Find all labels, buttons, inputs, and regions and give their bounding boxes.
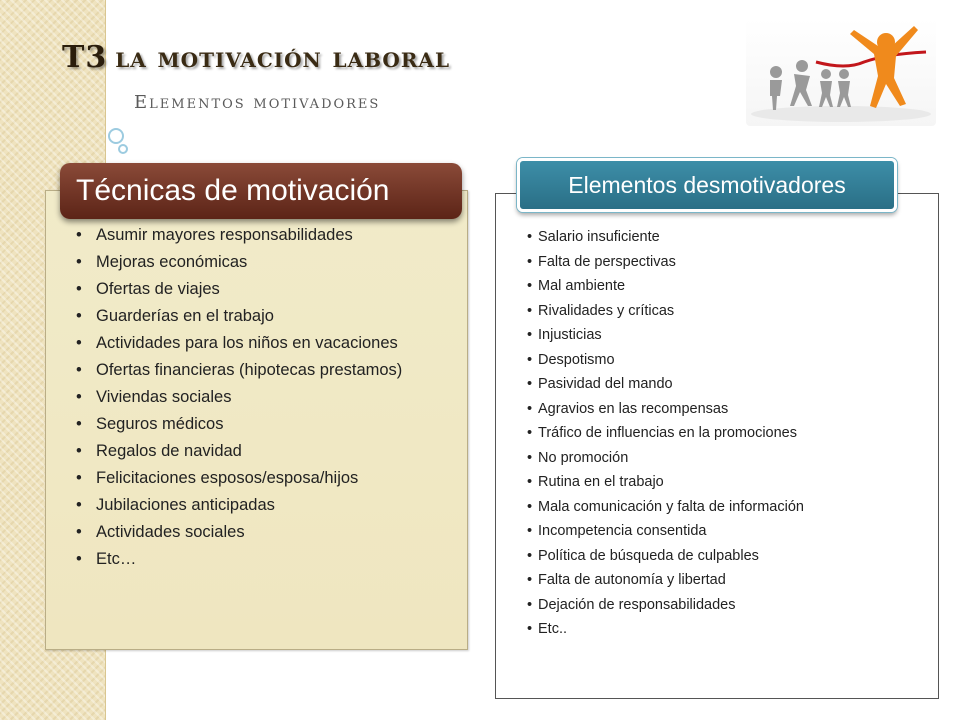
list-item: • Actividades para los niños en vacaciones xyxy=(74,334,460,353)
list-item: • Rutina en el trabajo xyxy=(527,473,932,491)
list-item: • Felicitaciones esposos/esposa/hijos xyxy=(74,469,460,488)
list-item: • Mal ambiente xyxy=(527,277,932,295)
list-item: • Política de búsqueda de culpables xyxy=(527,547,932,565)
list-item: • Mala comunicación y falta de información xyxy=(527,498,932,516)
list-item: • Asumir mayores responsabilidades xyxy=(74,226,460,245)
list-item: • Seguros médicos xyxy=(74,415,460,434)
decorative-bubble xyxy=(118,144,128,154)
list-item: • Viviendas sociales xyxy=(74,388,460,407)
list-item: • Actividades sociales xyxy=(74,523,460,542)
list-item: • Falta de perspectivas xyxy=(527,253,932,271)
decorative-bubble xyxy=(108,128,124,144)
list-item: • Agravios en las recompensas xyxy=(527,400,932,418)
list-item: • Pasividad del mando xyxy=(527,375,932,393)
motivation-techniques-list xyxy=(74,226,460,577)
list-item: • Mejoras económicas xyxy=(74,253,460,272)
list-item: • Falta de autonomía y libertad xyxy=(527,571,932,589)
list-item: • Regalos de navidad xyxy=(74,442,460,461)
demotivating-elements-list xyxy=(527,228,932,645)
title-text: la motivación laboral xyxy=(115,41,451,74)
list-item: • Etc… xyxy=(74,550,460,569)
list-item: • Dejación de responsabilidades xyxy=(527,596,932,614)
motivation-techniques-heading: Técnicas de motivación xyxy=(60,163,462,219)
slide-title xyxy=(62,40,450,75)
list-item: • Rivalidades y críticas xyxy=(527,302,932,320)
demotivating-elements-heading: Elementos desmotivadores xyxy=(517,158,897,212)
list-item: • Guarderías en el trabajo xyxy=(74,307,460,326)
list-item: • Tráfico de influencias en la promociones xyxy=(527,424,932,442)
list-item: • Ofertas financieras (hipotecas prestamos) xyxy=(74,361,460,380)
slide-subtitle: Elementos motivadores xyxy=(134,92,381,113)
runners-finish-line-icon xyxy=(746,18,936,126)
list-item: • Salario insuficiente xyxy=(527,228,932,246)
list-item: • Incompetencia consentida xyxy=(527,522,932,540)
list-item: • No promoción xyxy=(527,449,932,467)
list-item: • Despotismo xyxy=(527,351,932,369)
list-item: • Etc.. xyxy=(527,620,932,638)
list-item: • Jubilaciones anticipadas xyxy=(74,496,460,515)
list-item: • Ofertas de viajes xyxy=(74,280,460,299)
title-prefix: T3 xyxy=(62,40,108,75)
list-item: • Injusticias xyxy=(527,326,932,344)
